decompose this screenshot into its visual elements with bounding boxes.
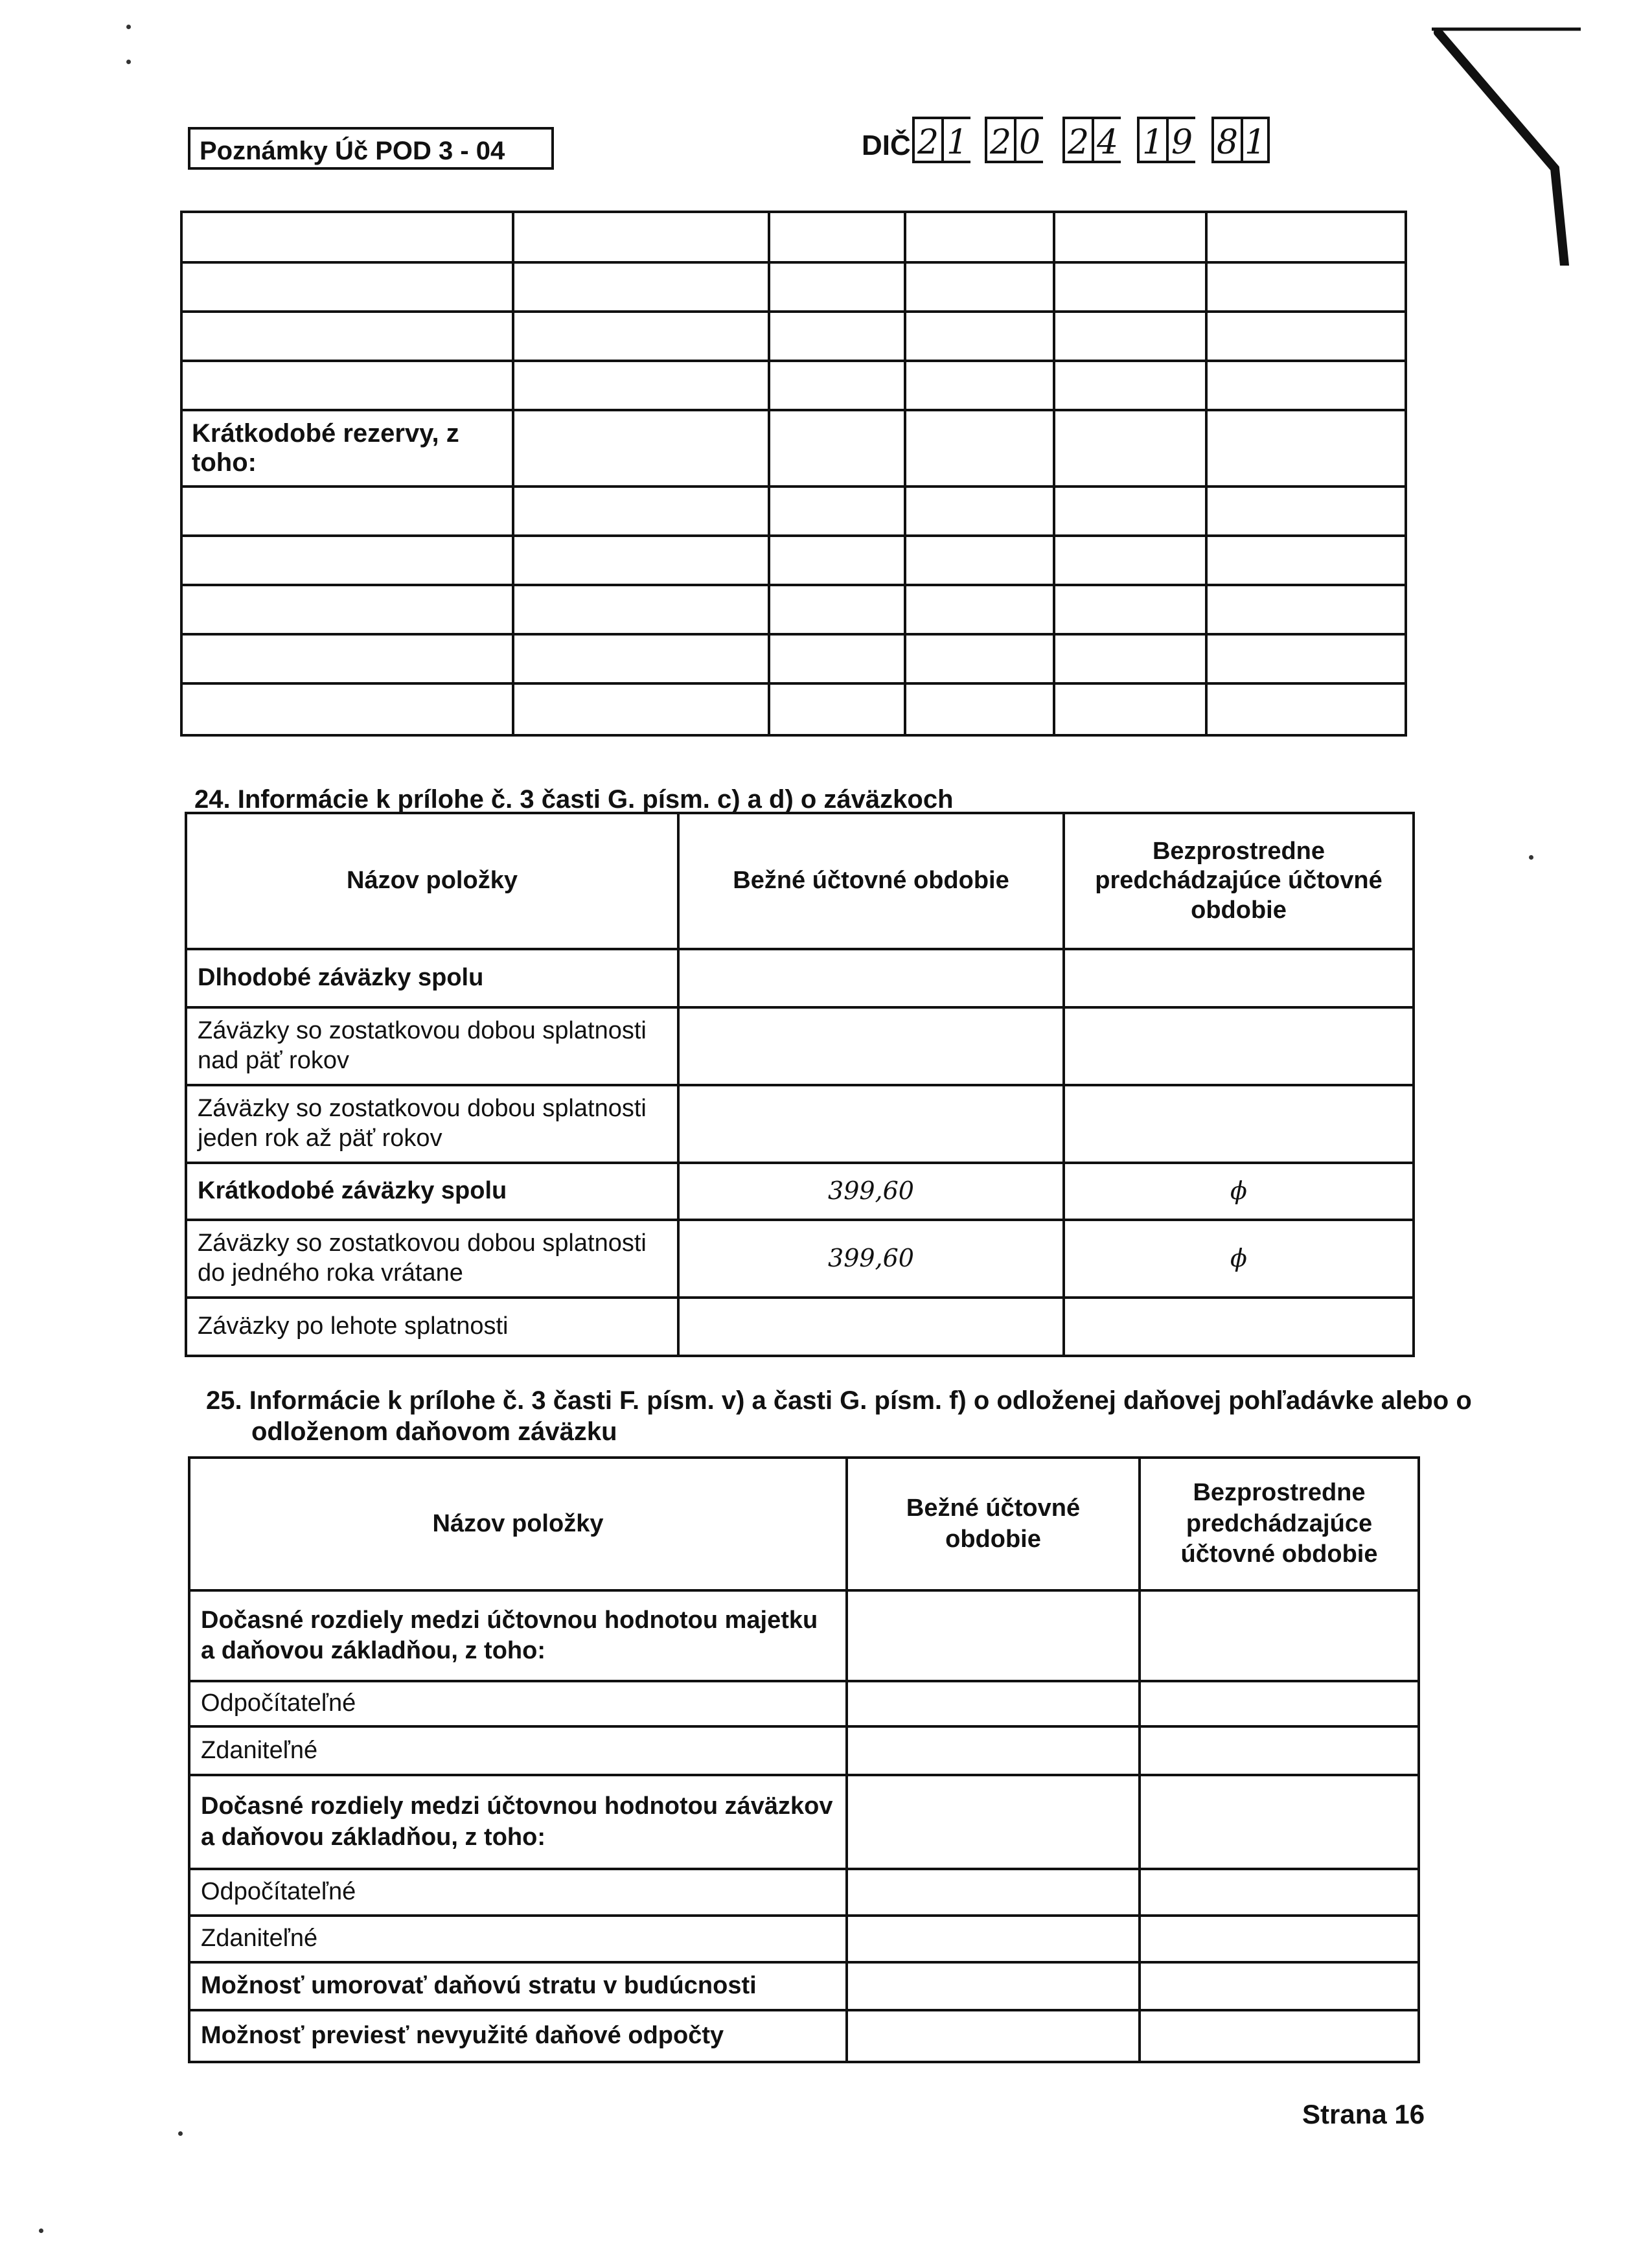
table-row xyxy=(189,1916,1419,1962)
table-row xyxy=(189,1681,1419,1726)
row-label: Dočasné rozdiely medzi účtovnou hodnotou záväzkov a daňovou základňou, z toho: xyxy=(189,1775,847,1869)
row-label: Dlhodobé záväzky spolu xyxy=(186,949,678,1007)
current-value xyxy=(678,1298,1064,1356)
scan-speck xyxy=(1529,855,1533,860)
dic-digit: 2 xyxy=(1062,117,1092,163)
row-label: Zdaniteľné xyxy=(189,1726,847,1775)
current-value xyxy=(678,1085,1064,1163)
dic-digit: 2 xyxy=(985,117,1014,163)
dic-digit: 0 xyxy=(1014,117,1043,163)
dic-digit: 2 xyxy=(912,117,941,163)
row-label: Možnosť previesť nevyužité daňové odpočty xyxy=(189,2010,847,2062)
handwritten-current-value: 399,60 xyxy=(678,1163,1064,1220)
table-row xyxy=(189,1775,1419,1869)
row-label: Krátkodobé záväzky spolu xyxy=(186,1163,678,1220)
dic-digit: 1 xyxy=(1241,117,1270,163)
reserves-table xyxy=(180,211,1407,737)
column-header: Bezprostredne predchádzajúce účtovné obdobie xyxy=(1064,813,1414,949)
row-label: Zdaniteľné xyxy=(189,1916,847,1962)
handwritten-previous-value: ϕ xyxy=(1064,1220,1414,1298)
page-number: Strana 16 xyxy=(1302,2099,1425,2129)
deferred-tax-table xyxy=(188,1456,1420,2063)
row-label: Záväzky so zostatkovou dobou splatnosti nad päť rokov xyxy=(186,1007,678,1085)
dic-digit: 9 xyxy=(1166,117,1195,163)
dic-label: DIČ xyxy=(862,130,911,161)
form-label: Poznámky Úč POD 3 - 04 xyxy=(188,127,554,170)
row-label: Záväzky so zostatkovou dobou splatnosti do jedného roka vrátane xyxy=(186,1220,678,1298)
previous-value xyxy=(1064,1298,1414,1356)
row-label-short-term-reserves: Krátkodobé rezervy, z toho: xyxy=(181,410,513,487)
table-row xyxy=(186,1163,1414,1220)
row-label: Možnosť umorovať daňovú stratu v budúcnosti xyxy=(189,1962,847,2010)
dic-digit: 1 xyxy=(941,117,970,163)
table-row xyxy=(189,1590,1419,1681)
dic-digit: 1 xyxy=(1137,117,1166,163)
previous-value xyxy=(1064,1007,1414,1085)
table-row xyxy=(186,1085,1414,1163)
handwritten-previous-value: ϕ xyxy=(1064,1163,1414,1220)
column-header: Bežné účtovné obdobie xyxy=(678,813,1064,949)
table-row xyxy=(186,1220,1414,1298)
dic-digit: 8 xyxy=(1211,117,1241,163)
table-row xyxy=(189,1962,1419,2010)
scan-edge-mark xyxy=(1425,19,1594,266)
table-row xyxy=(189,1726,1419,1775)
table-row xyxy=(186,1298,1414,1356)
table-row xyxy=(186,1007,1414,1085)
liabilities-table xyxy=(185,812,1415,1357)
column-header: Názov položky xyxy=(186,813,678,949)
row-label: Záväzky po lehote splatnosti xyxy=(186,1298,678,1356)
section-24-title: 24. Informácie k prílohe č. 3 časti G. písm. c) a d) o záväzkoch xyxy=(194,785,954,814)
section-25-title-line1: 25. Informácie k prílohe č. 3 časti F. písm. v) a časti G. písm. f) o odloženej daňovej pohľadávke alebo o xyxy=(206,1386,1472,1415)
row-label: Odpočítateľné xyxy=(189,1869,847,1916)
scan-speck xyxy=(39,2228,43,2233)
row-label: Záväzky so zostatkovou dobou splatnosti jeden rok až päť rokov xyxy=(186,1085,678,1163)
scan-speck xyxy=(126,60,131,64)
previous-value xyxy=(1064,1085,1414,1163)
handwritten-current-value: 399,60 xyxy=(678,1220,1064,1298)
table-row xyxy=(189,2010,1419,2062)
row-label: Dočasné rozdiely medzi účtovnou hodnotou majetku a daňovou základňou, z toho: xyxy=(189,1590,847,1681)
column-header: Názov položky xyxy=(189,1458,847,1590)
table-row xyxy=(186,949,1414,1007)
scan-speck xyxy=(178,2131,183,2136)
section-25-title-line2: odloženom daňovom záväzku xyxy=(251,1417,617,1446)
scan-speck xyxy=(126,25,131,29)
column-header: Bežné účtovné obdobie xyxy=(847,1458,1140,1590)
previous-value xyxy=(1064,949,1414,1007)
column-header: Bezprostredne predchádzajúce účtovné obdobie xyxy=(1140,1458,1419,1590)
current-value xyxy=(678,1007,1064,1085)
current-value xyxy=(678,949,1064,1007)
table-row xyxy=(189,1869,1419,1916)
dic-digit: 4 xyxy=(1092,117,1121,163)
row-label: Odpočítateľné xyxy=(189,1681,847,1726)
